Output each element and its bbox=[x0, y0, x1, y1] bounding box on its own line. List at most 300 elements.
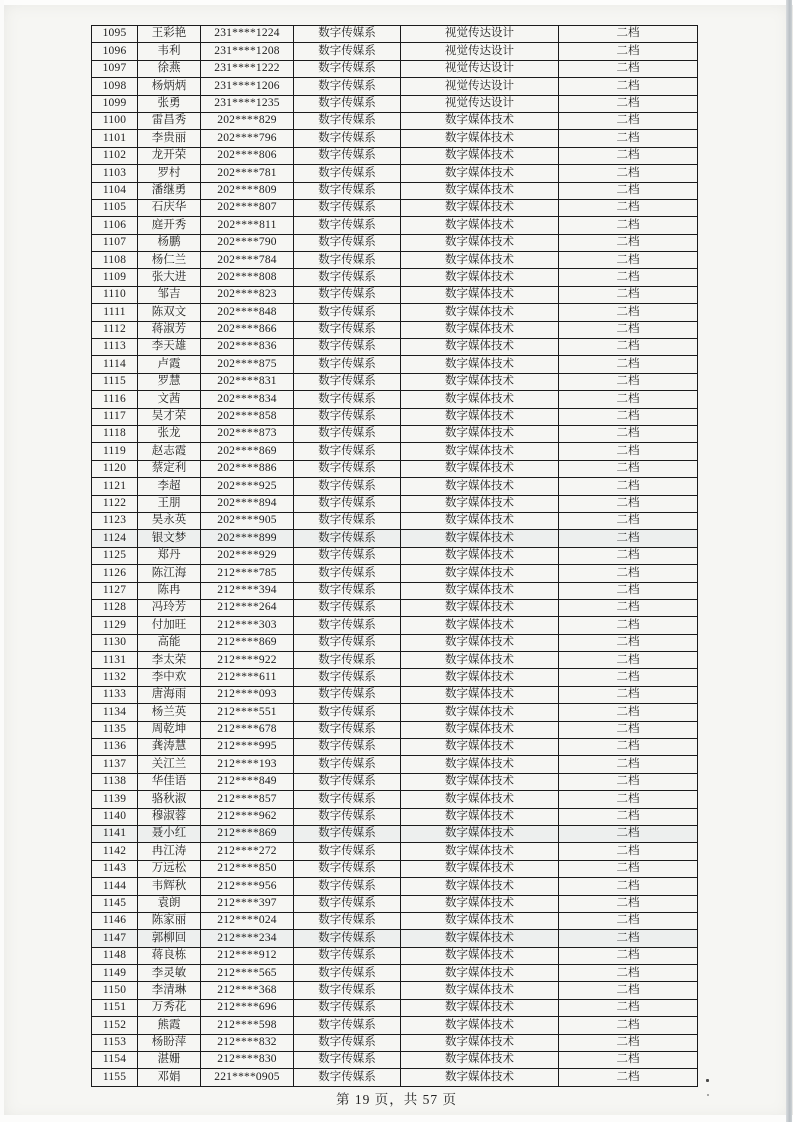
cell-grade: 二档 bbox=[559, 425, 698, 442]
cell-name: 银文梦 bbox=[138, 530, 201, 547]
cell-name: 石庆华 bbox=[138, 199, 201, 216]
cell-grade: 二档 bbox=[559, 999, 698, 1016]
cell-grade: 二档 bbox=[559, 1034, 698, 1051]
cell-grade: 二档 bbox=[559, 165, 698, 182]
cell-id: 202****811 bbox=[201, 217, 294, 234]
table-row bbox=[92, 199, 698, 216]
table-row bbox=[92, 669, 698, 686]
cell-id: 212****397 bbox=[201, 895, 294, 912]
cell-id: 212****912 bbox=[201, 947, 294, 964]
cell-major: 数字媒体技术 bbox=[401, 460, 559, 477]
cell-major: 数字媒体技术 bbox=[401, 373, 559, 390]
cell-major: 数字媒体技术 bbox=[401, 1034, 559, 1051]
cell-no: 1126 bbox=[92, 565, 138, 582]
table-row bbox=[92, 78, 698, 95]
cell-name: 杨鹏 bbox=[138, 234, 201, 251]
cell-id: 231****1235 bbox=[201, 95, 294, 112]
cell-no: 1117 bbox=[92, 408, 138, 425]
cell-name: 赵志霞 bbox=[138, 443, 201, 460]
cell-name: 骆秋淑 bbox=[138, 791, 201, 808]
cell-no: 1144 bbox=[92, 878, 138, 895]
cell-major: 数字媒体技术 bbox=[401, 999, 559, 1016]
table-row bbox=[92, 895, 698, 912]
cell-dept: 数字传媒系 bbox=[294, 895, 401, 912]
cell-id: 231****1206 bbox=[201, 78, 294, 95]
cell-grade: 二档 bbox=[559, 843, 698, 860]
cell-id: 212****394 bbox=[201, 582, 294, 599]
cell-no: 1147 bbox=[92, 930, 138, 947]
cell-dept: 数字传媒系 bbox=[294, 825, 401, 842]
cell-grade: 二档 bbox=[559, 373, 698, 390]
cell-name: 王彩艳 bbox=[138, 26, 201, 43]
cell-dept: 数字传媒系 bbox=[294, 1052, 401, 1069]
cell-major: 视觉传达设计 bbox=[401, 60, 559, 77]
cell-grade: 二档 bbox=[559, 1017, 698, 1034]
cell-no: 1103 bbox=[92, 165, 138, 182]
cell-major: 数字媒体技术 bbox=[401, 495, 559, 512]
cell-major: 数字媒体技术 bbox=[401, 930, 559, 947]
table-row bbox=[92, 808, 698, 825]
cell-major: 数字媒体技术 bbox=[401, 356, 559, 373]
cell-grade: 二档 bbox=[559, 512, 698, 529]
cell-name: 李灵敏 bbox=[138, 965, 201, 982]
cell-name: 李贵丽 bbox=[138, 130, 201, 147]
cell-dept: 数字传媒系 bbox=[294, 391, 401, 408]
cell-no: 1142 bbox=[92, 843, 138, 860]
table-row bbox=[92, 95, 698, 112]
cell-no: 1118 bbox=[92, 425, 138, 442]
cell-grade: 二档 bbox=[559, 652, 698, 669]
cell-grade: 二档 bbox=[559, 930, 698, 947]
cell-grade: 二档 bbox=[559, 773, 698, 790]
cell-id: 212****024 bbox=[201, 912, 294, 929]
cell-major: 数字媒体技术 bbox=[401, 704, 559, 721]
cell-id: 202****869 bbox=[201, 443, 294, 460]
cell-name: 李超 bbox=[138, 478, 201, 495]
cell-grade: 二档 bbox=[559, 947, 698, 964]
cell-major: 数字媒体技术 bbox=[401, 408, 559, 425]
cell-grade: 二档 bbox=[559, 495, 698, 512]
cell-dept: 数字传媒系 bbox=[294, 60, 401, 77]
cell-major: 视觉传达设计 bbox=[401, 26, 559, 43]
table-row bbox=[92, 947, 698, 964]
cell-dept: 数字传媒系 bbox=[294, 478, 401, 495]
cell-major: 数字媒体技术 bbox=[401, 739, 559, 756]
cell-name: 郭柳回 bbox=[138, 930, 201, 947]
cell-name: 万秀花 bbox=[138, 999, 201, 1016]
cell-major: 数字媒体技术 bbox=[401, 391, 559, 408]
cell-no: 1129 bbox=[92, 617, 138, 634]
cell-name: 冉江涛 bbox=[138, 843, 201, 860]
table-row bbox=[92, 112, 698, 129]
cell-no: 1149 bbox=[92, 965, 138, 982]
cell-id: 231****1222 bbox=[201, 60, 294, 77]
table-row bbox=[92, 165, 698, 182]
cell-id: 212****849 bbox=[201, 773, 294, 790]
table-row bbox=[92, 965, 698, 982]
cell-no: 1122 bbox=[92, 495, 138, 512]
cell-id: 202****808 bbox=[201, 269, 294, 286]
cell-name: 湛姗 bbox=[138, 1052, 201, 1069]
cell-grade: 二档 bbox=[559, 895, 698, 912]
cell-dept: 数字传媒系 bbox=[294, 339, 401, 356]
cell-no: 1106 bbox=[92, 217, 138, 234]
cell-id: 202****875 bbox=[201, 356, 294, 373]
cell-dept: 数字传媒系 bbox=[294, 78, 401, 95]
cell-name: 冯玲芳 bbox=[138, 599, 201, 616]
cell-major: 数字媒体技术 bbox=[401, 112, 559, 129]
cell-grade: 二档 bbox=[559, 547, 698, 564]
cell-name: 罗慧 bbox=[138, 373, 201, 390]
cell-name: 张龙 bbox=[138, 425, 201, 442]
cell-grade: 二档 bbox=[559, 130, 698, 147]
cell-major: 数字媒体技术 bbox=[401, 1017, 559, 1034]
cell-id: 202****807 bbox=[201, 199, 294, 216]
cell-no: 1143 bbox=[92, 860, 138, 877]
table-row bbox=[92, 1034, 698, 1051]
cell-major: 数字媒体技术 bbox=[401, 530, 559, 547]
cell-no: 1150 bbox=[92, 982, 138, 999]
cell-dept: 数字传媒系 bbox=[294, 495, 401, 512]
table-row bbox=[92, 147, 698, 164]
table-row bbox=[92, 512, 698, 529]
cell-grade: 二档 bbox=[559, 234, 698, 251]
cell-dept: 数字传媒系 bbox=[294, 652, 401, 669]
cell-dept: 数字传媒系 bbox=[294, 356, 401, 373]
cell-grade: 二档 bbox=[559, 304, 698, 321]
cell-name: 张大进 bbox=[138, 269, 201, 286]
cell-id: 212****962 bbox=[201, 808, 294, 825]
cell-major: 数字媒体技术 bbox=[401, 269, 559, 286]
cell-name: 李清琳 bbox=[138, 982, 201, 999]
cell-id: 212****922 bbox=[201, 652, 294, 669]
cell-dept: 数字传媒系 bbox=[294, 512, 401, 529]
cell-grade: 二档 bbox=[559, 147, 698, 164]
cell-major: 数字媒体技术 bbox=[401, 947, 559, 964]
cell-no: 1140 bbox=[92, 808, 138, 825]
cell-grade: 二档 bbox=[559, 182, 698, 199]
cell-id: 202****784 bbox=[201, 252, 294, 269]
cell-name: 蒋良栋 bbox=[138, 947, 201, 964]
cell-dept: 数字传媒系 bbox=[294, 721, 401, 738]
cell-id: 202****829 bbox=[201, 112, 294, 129]
cell-id: 212****093 bbox=[201, 686, 294, 703]
cell-name: 华佳语 bbox=[138, 773, 201, 790]
table-row bbox=[92, 791, 698, 808]
cell-grade: 二档 bbox=[559, 78, 698, 95]
cell-grade: 二档 bbox=[559, 530, 698, 547]
page-number-footer: 第 19 页，共 57 页 bbox=[336, 1092, 457, 1107]
cell-dept: 数字传媒系 bbox=[294, 234, 401, 251]
cell-id: 231****1224 bbox=[201, 26, 294, 43]
cell-dept: 数字传媒系 bbox=[294, 408, 401, 425]
cell-dept: 数字传媒系 bbox=[294, 112, 401, 129]
cell-dept: 数字传媒系 bbox=[294, 252, 401, 269]
table-row bbox=[92, 739, 698, 756]
cell-dept: 数字传媒系 bbox=[294, 617, 401, 634]
cell-no: 1138 bbox=[92, 773, 138, 790]
cell-major: 数字媒体技术 bbox=[401, 1069, 559, 1087]
table-row bbox=[92, 547, 698, 564]
table-row bbox=[92, 843, 698, 860]
cell-dept: 数字传媒系 bbox=[294, 565, 401, 582]
cell-no: 1120 bbox=[92, 460, 138, 477]
cell-no: 1154 bbox=[92, 1052, 138, 1069]
cell-grade: 二档 bbox=[559, 1069, 698, 1087]
cell-grade: 二档 bbox=[559, 704, 698, 721]
cell-name: 张勇 bbox=[138, 95, 201, 112]
cell-major: 数字媒体技术 bbox=[401, 965, 559, 982]
cell-dept: 数字传媒系 bbox=[294, 530, 401, 547]
cell-no: 1102 bbox=[92, 147, 138, 164]
cell-id: 202****886 bbox=[201, 460, 294, 477]
cell-major: 数字媒体技术 bbox=[401, 547, 559, 564]
table-row bbox=[92, 321, 698, 338]
cell-id: 202****836 bbox=[201, 339, 294, 356]
cell-name: 高能 bbox=[138, 634, 201, 651]
cell-id: 212****264 bbox=[201, 599, 294, 616]
cell-dept: 数字传媒系 bbox=[294, 599, 401, 616]
cell-grade: 二档 bbox=[559, 321, 698, 338]
cell-id: 212****303 bbox=[201, 617, 294, 634]
cell-no: 1105 bbox=[92, 199, 138, 216]
cell-grade: 二档 bbox=[559, 26, 698, 43]
cell-name: 陈家丽 bbox=[138, 912, 201, 929]
cell-id: 202****925 bbox=[201, 478, 294, 495]
cell-dept: 数字传媒系 bbox=[294, 26, 401, 43]
cell-id: 212****869 bbox=[201, 825, 294, 842]
cell-id: 212****785 bbox=[201, 565, 294, 582]
cell-major: 数字媒体技术 bbox=[401, 669, 559, 686]
cell-no: 1110 bbox=[92, 286, 138, 303]
cell-major: 数字媒体技术 bbox=[401, 286, 559, 303]
cell-id: 202****866 bbox=[201, 321, 294, 338]
cell-id: 212****678 bbox=[201, 721, 294, 738]
cell-grade: 二档 bbox=[559, 860, 698, 877]
cell-name: 李太荣 bbox=[138, 652, 201, 669]
cell-name: 李天雄 bbox=[138, 339, 201, 356]
cell-id: 221****0905 bbox=[201, 1069, 294, 1087]
cell-no: 1114 bbox=[92, 356, 138, 373]
scan-edge-right bbox=[786, 0, 792, 1122]
cell-major: 数字媒体技术 bbox=[401, 982, 559, 999]
cell-major: 数字媒体技术 bbox=[401, 878, 559, 895]
cell-no: 1112 bbox=[92, 321, 138, 338]
cell-name: 庭开秀 bbox=[138, 217, 201, 234]
cell-grade: 二档 bbox=[559, 982, 698, 999]
table-row bbox=[92, 252, 698, 269]
cell-no: 1099 bbox=[92, 95, 138, 112]
cell-name: 徐燕 bbox=[138, 60, 201, 77]
cell-dept: 数字传媒系 bbox=[294, 217, 401, 234]
cell-no: 1139 bbox=[92, 791, 138, 808]
cell-major: 数字媒体技术 bbox=[401, 634, 559, 651]
table-row bbox=[92, 565, 698, 582]
table-row bbox=[92, 999, 698, 1016]
cell-no: 1100 bbox=[92, 112, 138, 129]
cell-id: 212****598 bbox=[201, 1017, 294, 1034]
cell-id: 212****565 bbox=[201, 965, 294, 982]
cell-name: 付加旺 bbox=[138, 617, 201, 634]
cell-name: 熊霞 bbox=[138, 1017, 201, 1034]
cell-name: 卢霞 bbox=[138, 356, 201, 373]
table-row bbox=[92, 982, 698, 999]
cell-name: 杨炳炳 bbox=[138, 78, 201, 95]
table-row bbox=[92, 408, 698, 425]
cell-grade: 二档 bbox=[559, 478, 698, 495]
cell-major: 数字媒体技术 bbox=[401, 182, 559, 199]
cell-dept: 数字传媒系 bbox=[294, 286, 401, 303]
table-row bbox=[92, 60, 698, 77]
cell-name: 罗村 bbox=[138, 165, 201, 182]
cell-name: 蒋淑芳 bbox=[138, 321, 201, 338]
cell-grade: 二档 bbox=[559, 791, 698, 808]
cell-name: 邓娟 bbox=[138, 1069, 201, 1087]
table-row bbox=[92, 617, 698, 634]
cell-name: 杨兰英 bbox=[138, 704, 201, 721]
cell-major: 数字媒体技术 bbox=[401, 791, 559, 808]
cell-dept: 数字传媒系 bbox=[294, 686, 401, 703]
cell-name: 韦利 bbox=[138, 43, 201, 60]
table-row bbox=[92, 356, 698, 373]
table-row bbox=[92, 26, 698, 43]
cell-name: 邹吉 bbox=[138, 286, 201, 303]
cell-name: 龚涛慧 bbox=[138, 739, 201, 756]
cell-no: 1096 bbox=[92, 43, 138, 60]
cell-no: 1148 bbox=[92, 947, 138, 964]
table-row bbox=[92, 373, 698, 390]
cell-no: 1137 bbox=[92, 756, 138, 773]
cell-major: 数字媒体技术 bbox=[401, 843, 559, 860]
cell-grade: 二档 bbox=[559, 808, 698, 825]
cell-name: 杨盼萍 bbox=[138, 1034, 201, 1051]
cell-id: 202****831 bbox=[201, 373, 294, 390]
cell-grade: 二档 bbox=[559, 721, 698, 738]
cell-name: 郑丹 bbox=[138, 547, 201, 564]
cell-dept: 数字传媒系 bbox=[294, 425, 401, 442]
table-row bbox=[92, 652, 698, 669]
cell-name: 雷昌秀 bbox=[138, 112, 201, 129]
cell-name: 周乾坤 bbox=[138, 721, 201, 738]
cell-grade: 二档 bbox=[559, 965, 698, 982]
cell-major: 数字媒体技术 bbox=[401, 199, 559, 216]
table-row bbox=[92, 217, 698, 234]
cell-name: 万远松 bbox=[138, 860, 201, 877]
cell-major: 数字媒体技术 bbox=[401, 304, 559, 321]
cell-major: 数字媒体技术 bbox=[401, 478, 559, 495]
cell-no: 1145 bbox=[92, 895, 138, 912]
cell-id: 202****899 bbox=[201, 530, 294, 547]
cell-no: 1133 bbox=[92, 686, 138, 703]
cell-id: 212****850 bbox=[201, 860, 294, 877]
cell-grade: 二档 bbox=[559, 460, 698, 477]
student-roster-table bbox=[91, 25, 698, 1087]
cell-major: 数字媒体技术 bbox=[401, 652, 559, 669]
cell-id: 212****956 bbox=[201, 878, 294, 895]
cell-dept: 数字传媒系 bbox=[294, 130, 401, 147]
cell-grade: 二档 bbox=[559, 565, 698, 582]
cell-grade: 二档 bbox=[559, 634, 698, 651]
cell-name: 关江兰 bbox=[138, 756, 201, 773]
cell-grade: 二档 bbox=[559, 252, 698, 269]
cell-id: 202****905 bbox=[201, 512, 294, 529]
cell-major: 视觉传达设计 bbox=[401, 95, 559, 112]
cell-no: 1119 bbox=[92, 443, 138, 460]
cell-no: 1098 bbox=[92, 78, 138, 95]
cell-no: 1113 bbox=[92, 339, 138, 356]
cell-id: 212****272 bbox=[201, 843, 294, 860]
cell-grade: 二档 bbox=[559, 878, 698, 895]
cell-id: 202****858 bbox=[201, 408, 294, 425]
cell-no: 1123 bbox=[92, 512, 138, 529]
cell-dept: 数字传媒系 bbox=[294, 860, 401, 877]
table-row bbox=[92, 304, 698, 321]
table-row bbox=[92, 773, 698, 790]
cell-dept: 数字传媒系 bbox=[294, 634, 401, 651]
table-row bbox=[92, 182, 698, 199]
cell-major: 数字媒体技术 bbox=[401, 617, 559, 634]
cell-no: 1128 bbox=[92, 599, 138, 616]
cell-dept: 数字传媒系 bbox=[294, 165, 401, 182]
cell-name: 穆淑蓉 bbox=[138, 808, 201, 825]
cell-id: 212****551 bbox=[201, 704, 294, 721]
cell-dept: 数字传媒系 bbox=[294, 460, 401, 477]
table-row bbox=[92, 391, 698, 408]
cell-id: 231****1208 bbox=[201, 43, 294, 60]
table-row bbox=[92, 721, 698, 738]
table-row bbox=[92, 1017, 698, 1034]
cell-grade: 二档 bbox=[559, 756, 698, 773]
cell-grade: 二档 bbox=[559, 356, 698, 373]
table-row bbox=[92, 599, 698, 616]
cell-no: 1095 bbox=[92, 26, 138, 43]
cell-dept: 数字传媒系 bbox=[294, 773, 401, 790]
cell-no: 1151 bbox=[92, 999, 138, 1016]
table-row bbox=[92, 443, 698, 460]
cell-no: 1141 bbox=[92, 825, 138, 842]
table-row bbox=[92, 912, 698, 929]
cell-no: 1121 bbox=[92, 478, 138, 495]
cell-name: 聂小红 bbox=[138, 825, 201, 842]
cell-grade: 二档 bbox=[559, 912, 698, 929]
cell-grade: 二档 bbox=[559, 617, 698, 634]
cell-dept: 数字传媒系 bbox=[294, 373, 401, 390]
cell-major: 数字媒体技术 bbox=[401, 686, 559, 703]
table-row bbox=[92, 1069, 698, 1087]
cell-no: 1107 bbox=[92, 234, 138, 251]
cell-dept: 数字传媒系 bbox=[294, 965, 401, 982]
cell-id: 202****781 bbox=[201, 165, 294, 182]
cell-major: 数字媒体技术 bbox=[401, 912, 559, 929]
cell-grade: 二档 bbox=[559, 582, 698, 599]
cell-major: 数字媒体技术 bbox=[401, 339, 559, 356]
cell-grade: 二档 bbox=[559, 199, 698, 216]
cell-no: 1127 bbox=[92, 582, 138, 599]
cell-major: 数字媒体技术 bbox=[401, 512, 559, 529]
cell-no: 1153 bbox=[92, 1034, 138, 1051]
cell-major: 数字媒体技术 bbox=[401, 165, 559, 182]
cell-grade: 二档 bbox=[559, 112, 698, 129]
table-row bbox=[92, 825, 698, 842]
cell-id: 212****857 bbox=[201, 791, 294, 808]
cell-dept: 数字传媒系 bbox=[294, 304, 401, 321]
cell-grade: 二档 bbox=[559, 43, 698, 60]
cell-dept: 数字传媒系 bbox=[294, 999, 401, 1016]
cell-no: 1097 bbox=[92, 60, 138, 77]
cell-name: 王朋 bbox=[138, 495, 201, 512]
cell-major: 数字媒体技术 bbox=[401, 147, 559, 164]
cell-dept: 数字传媒系 bbox=[294, 1017, 401, 1034]
